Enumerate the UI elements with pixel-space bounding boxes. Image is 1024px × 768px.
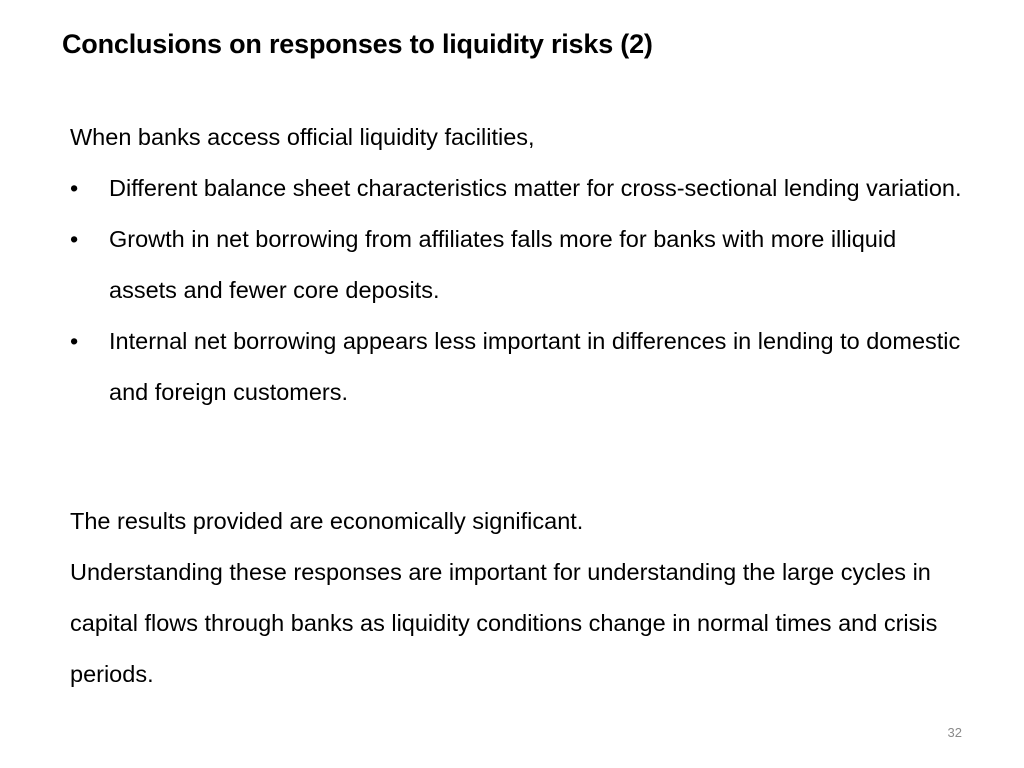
- bullet-item: [70, 163, 970, 214]
- intro-text: When banks access official liquidity facilities,: [70, 124, 535, 150]
- page-number: 32: [947, 725, 962, 740]
- closing-paragraphs: [70, 496, 970, 700]
- bullet-text: Internal net borrowing appears less important in differences in lending to domestic and foreign customers.: [109, 328, 961, 405]
- slide-title: Conclusions on responses to liquidity risks (2): [62, 29, 653, 59]
- bullet-icon: •: [70, 328, 79, 354]
- bullet-item: [70, 214, 970, 316]
- bullet-list: [70, 163, 970, 418]
- bullet-text: Different balance sheet characteristics matter for cross-sectional lending variation.: [109, 175, 962, 201]
- bullet-item: [70, 316, 970, 418]
- bullet-text: Growth in net borrowing from affiliates falls more for banks with more illiquid assets and fewer core deposits.: [109, 226, 897, 303]
- closing-line: Understanding these responses are important for understanding the large cycles in capital flows through banks as liquidity conditions change in normal times and crisis periods.: [70, 559, 938, 687]
- closing-line: The results provided are economically significant.: [70, 508, 584, 534]
- bullet-icon: •: [70, 226, 79, 252]
- bullet-icon: •: [70, 175, 79, 201]
